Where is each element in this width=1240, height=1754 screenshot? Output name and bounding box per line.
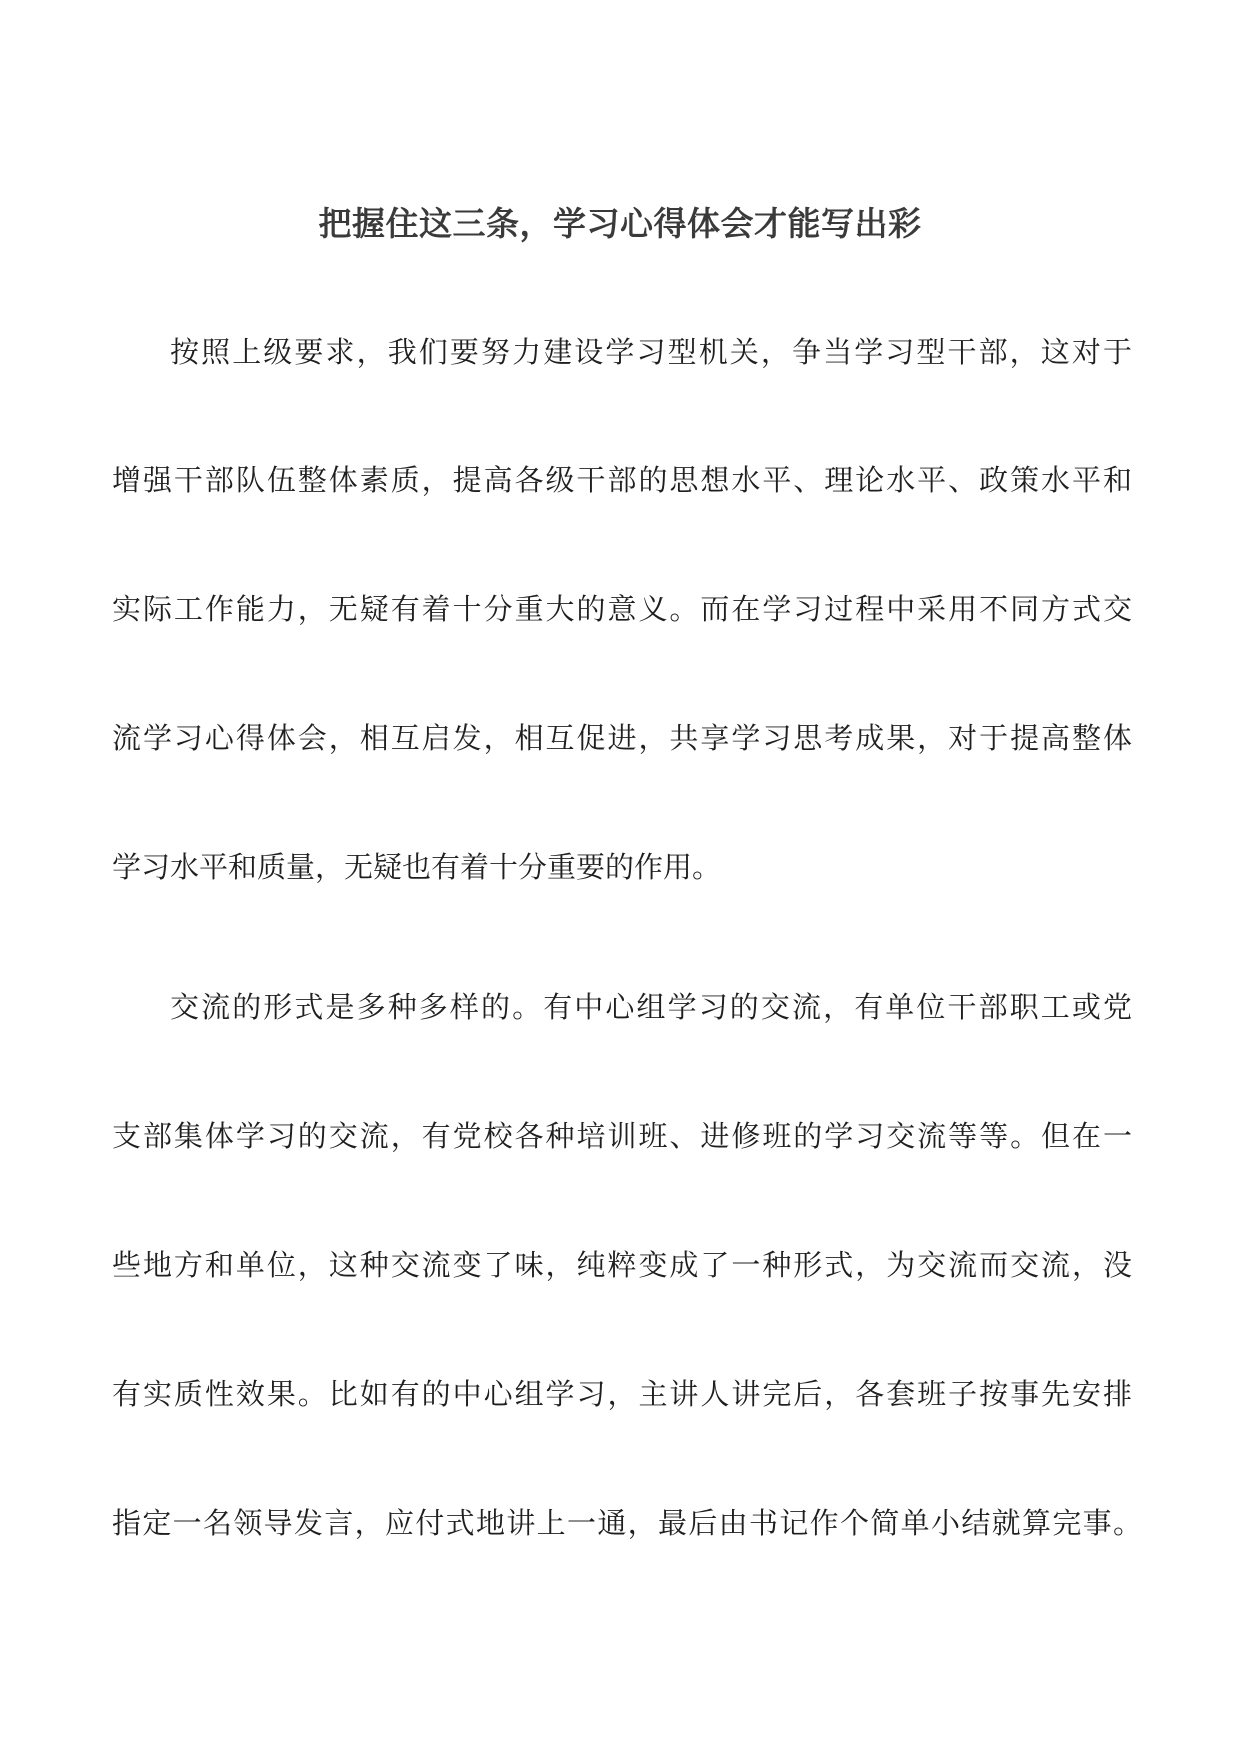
paragraph-2-line-3: 些地方和单位，这种交流变了味，纯粹变成了一种形式，为交流而交流，没 [112, 1248, 1132, 1282]
document-title: 把握住这三条，学习心得体会才能写出彩 [318, 204, 922, 243]
paragraph-1-line-5: 学习水平和质量，无疑也有着十分重要的作用。 [112, 850, 722, 884]
paragraph-1-line-4: 流学习心得体会，相互启发，相互促进，共享学习思考成果，对于提高整体 [112, 721, 1132, 755]
paragraph-1-line-2: 增强干部队伍整体素质，提高各级干部的思想水平、理论水平、政策水平和 [112, 463, 1132, 497]
paragraph-1-line-1: 按照上级要求，我们要努力建设学习型机关，争当学习型干部，这对于 [170, 335, 1132, 369]
paragraph-2-line-5: 指定一名领导发言，应付式地讲上一通，最后由书记作个简单小结就算完事。 [112, 1506, 1142, 1540]
paragraph-1-line-3: 实际工作能力，无疑有着十分重大的意义。而在学习过程中采用不同方式交 [112, 592, 1132, 626]
paragraph-2-line-4: 有实质性效果。比如有的中心组学习，主讲人讲完后，各套班子按事先安排 [112, 1377, 1132, 1411]
paragraph-2-line-2: 支部集体学习的交流，有党校各种培训班、进修班的学习交流等等。但在一 [112, 1119, 1132, 1153]
paragraph-2-line-1: 交流的形式是多种多样的。有中心组学习的交流，有单位干部职工或党 [170, 990, 1132, 1024]
